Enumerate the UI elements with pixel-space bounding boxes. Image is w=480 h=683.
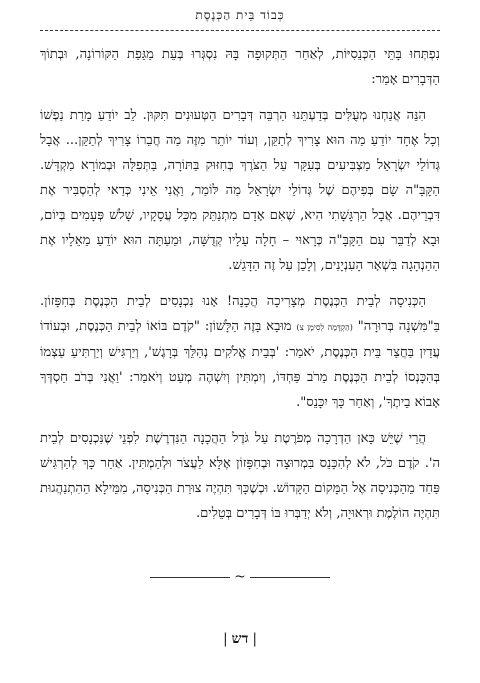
page-number-bar-left: |: [222, 631, 228, 647]
main-text: [40, 42, 440, 526]
running-title: כְּבוֹד בֵּית הַכְּנֶסֶת: [195, 8, 285, 22]
page-number-bar-right: |: [252, 631, 258, 647]
paragraph-3: [40, 289, 440, 415]
divider-ornament-icon: ~: [234, 569, 246, 585]
intro-paragraph: נִפְתְּחוּ בָּתֵּי הַכְּנֵסִיּוֹת, לְאַחַר הַתְּקוּפָה בָּהּ נִסְגְּרוּ בְּעֵת מַגֵּפַת הַקּוֹרוֹנָה, וּבְתוֹךְ הַדְּבָרִים אָמַר:: [40, 47, 440, 87]
paragraph-3-part-b: מוּבָא בָּזֶה הַלָּשׁוֹן: "קֹדֶם בּוֹאוֹ לְבֵית הַכְּנֶסֶת, וּבְעוֹדוֹ עֲדַיִן בַּחֲצַר בֵּית הַכְּנֶסֶת, יֹאמַר: 'בְּבֵית אֱלֹקִים נְהַלֵּךְ בְּרָגֶשׁ', וְיַרְגִּישׁ וְיַרְתִּיעַ עַצְמוֹ בְּהִכָּנְסוֹ לְבֵית הַכְּנֶסֶת מֵרֹב פַּחְדּוֹ, וְיִמְתִּין וְיִשְׁהֶה מְעַט וְיֹאמַר: 'וַאֲנִי בְּרֹב חַסְדְּךָ אָבוֹא בֵיתֶךָ', וְאַחַר כָּךְ יִכָּנֵס".: [40, 319, 440, 410]
header-rule: [40, 30, 440, 31]
paragraph-4: הֲרֵי שֶׁיֵּשׁ כָּאן הַדְרָכָה מְפֹרֶטֶת עַל גֹּדֶל הַהֲכָנָה הַנִּדְרֶשֶׁת לִפְנֵי שֶׁנִּכְנָסִים לְבֵית ה'. קֹדֶם כֹּל, לֹא לְהִכָּנֵס בִּמְרוּצָה וּבְחִפָּזוֹן אֶלָּא לַעֲצֹר וּלְהַמְתִּין. אַחַר כָּךְ לְהַרְגִּישׁ פַּחַד מֵהַכְּנִיסָה אֶל הַמָּקוֹם הַקָּדוֹשׁ. וּכְשֶׁכָּךְ תִּהְיֶה צוּרַת הַכְּנִיסָה, מִמֵּילָא הַהִתְנַהֲגוּת תִּהְיֶה הוֹלֶמֶת וּרְאוּיָה, וְלֹא יְדַבְּרוּ בּוֹ דְּבָרִים בְּטֵלִים.: [40, 431, 440, 521]
paragraph-3-part-a: הַכְּנִיסָה לְבֵית הַכְּנֶסֶת מְצָרִיכָה הֲכָנָה! אָנוּ נִכְנָסִים לְבֵית הַכְּנֶסֶת בְּחִפָּזוֹן. בַּ"מִּשְׁנָה בְּרוּרָה": [40, 294, 440, 334]
page-number: [0, 631, 480, 648]
section-divider: [0, 569, 480, 585]
divider-line-right: [250, 577, 330, 578]
source-note: (הַקְדָּמָה לְסִימָן צ): [296, 323, 353, 332]
paragraph-2: הִנֵּה אֲנַחְנוּ מְעֻלִּים בְּדַעְתֵּנוּ הַרְבֵּה דְּבָרִים הַטְּעוּנִים תִּקּוּן. לֵב יוֹדֵעַ מָרַת נַפְשׁוֹ וְכָל אֶחָד יוֹדֵעַ מַה הוּא צָרִיךְ לְתַקֵּן, וְעוֹד יוֹתֵר מִזֶּה מַה חֲבֵרוֹ צָרִיךְ לְתַקֵּן... אֲבָל גְּדוֹלֵי יִשְׂרָאֵל מַצְבִּיעִים בְּעִקָּר עַל הַצֹּרֶךְ בְּחִזּוּק בַּתּוֹרָה, בַּתְּפִלָּה וּבְמוֹרָא מִקְדָּשׁ. הַקָּבָּ"ה שָׂם בְּפִיהֶם שֶׁל גְּדוֹלֵי יִשְׂרָאֵל מַה לּוֹמַר, וַאֲנִי אֵינִי כְּדַאי לְהַסְבִּיר אֶת דִּבְרֵיהֶם. אֲבָל הַרְגָּשָׁתִי הִיא, שֶׁאִם אָדָם מִתְנַתֵּק מִכָּל עֲסָקָיו, שָׁלֹשׁ פְּעָמִים בְּיוֹם, וּבָא לְדַבֵּר עִם הַקָּבָּ"ה כְּרָאוּי – חָלָה עָלָיו קְדֻשָּׁה, וּמֵעַתָּה הוּא יוֹדֵעַ מֵאֵלָיו אֶת הַהַנְהָגָה בִּשְׁאָר הָעִנְיָנִים, וְלָכֵן עַל זֶה הַדָּגֵשׁ.: [40, 108, 440, 273]
page-number-value: דש: [231, 631, 249, 647]
divider-line-left: [150, 577, 230, 578]
